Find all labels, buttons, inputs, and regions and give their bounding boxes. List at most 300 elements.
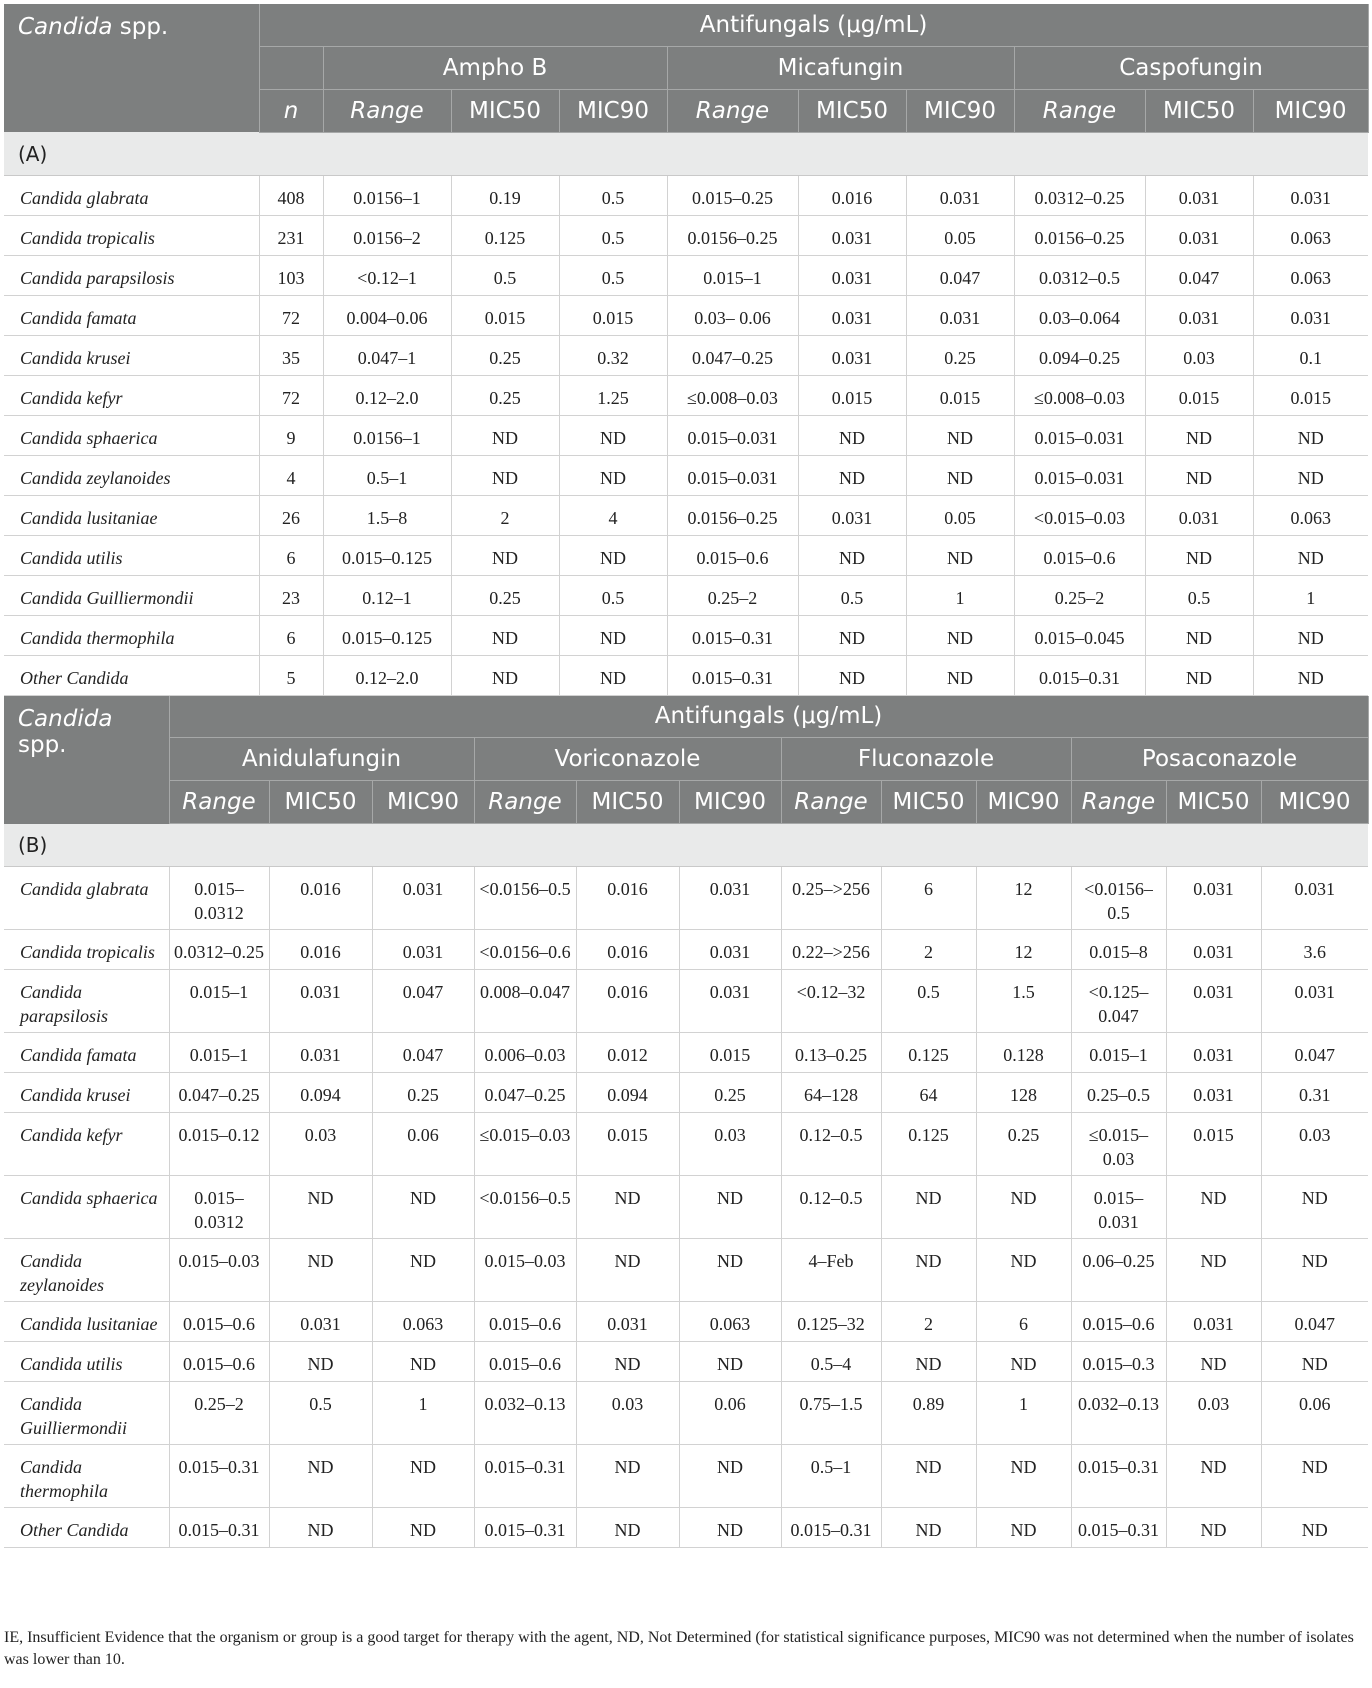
value-cell: ND bbox=[559, 455, 667, 495]
value-cell: 0.016 bbox=[576, 970, 679, 1033]
value-cell: 0.031 bbox=[1166, 867, 1261, 930]
value-cell: 0.015–0.031 bbox=[667, 455, 798, 495]
value-cell: 0.015 bbox=[1145, 375, 1253, 415]
value-cell: 0.05 bbox=[906, 215, 1014, 255]
value-cell: 1 bbox=[906, 575, 1014, 615]
value-cell: 6 bbox=[976, 1302, 1071, 1342]
value-cell: ND bbox=[1145, 415, 1253, 455]
value-cell: 0.5 bbox=[559, 255, 667, 295]
value-cell: 0.19 bbox=[451, 175, 559, 215]
column-header: Range bbox=[169, 781, 269, 824]
value-cell: 0.12–0.5 bbox=[781, 1176, 881, 1239]
value-cell: ND bbox=[798, 535, 906, 575]
section-label-b: (B) bbox=[4, 824, 1368, 867]
value-cell: 408 bbox=[259, 175, 323, 215]
value-cell: <0.0156–0.5 bbox=[1071, 867, 1166, 930]
value-cell: ND bbox=[881, 1342, 976, 1382]
species-cell: Candida tropicalis bbox=[4, 930, 169, 970]
value-cell: 0.016 bbox=[576, 867, 679, 930]
value-cell: 0.22–>256 bbox=[781, 930, 881, 970]
value-cell: 0.015–0.0312 bbox=[169, 1176, 269, 1239]
value-cell: 0.031 bbox=[1253, 175, 1368, 215]
value-cell: ND bbox=[976, 1176, 1071, 1239]
antifungal-table-b bbox=[4, 696, 1369, 1549]
value-cell: 0.015–1 bbox=[169, 1033, 269, 1073]
value-cell: 72 bbox=[259, 295, 323, 335]
value-cell: ND bbox=[1166, 1239, 1261, 1302]
column-header: MIC90 bbox=[976, 781, 1071, 824]
column-header: MIC90 bbox=[906, 89, 1014, 132]
value-cell: 0.03 bbox=[576, 1382, 679, 1445]
value-cell: 0.015–8 bbox=[1071, 930, 1166, 970]
species-cell: Candida utilis bbox=[4, 535, 259, 575]
value-cell: ND bbox=[881, 1508, 976, 1548]
value-cell: ND bbox=[269, 1508, 372, 1548]
value-cell: ND bbox=[576, 1342, 679, 1382]
value-cell: 0.031 bbox=[679, 970, 781, 1033]
species-cell: Candida parapsilosis bbox=[4, 970, 169, 1033]
value-cell: 0.5 bbox=[559, 175, 667, 215]
value-cell: 0.5–1 bbox=[323, 455, 451, 495]
value-cell: 0.015–0.31 bbox=[1014, 655, 1145, 695]
header-antifungals: Antifungals (μg/mL) bbox=[259, 4, 1368, 46]
value-cell: ND bbox=[906, 535, 1014, 575]
value-cell: 0.047–1 bbox=[323, 335, 451, 375]
table-row bbox=[4, 415, 1368, 455]
header-drug-voriconazole: Voriconazole bbox=[474, 738, 781, 781]
species-cell: Candida sphaerica bbox=[4, 415, 259, 455]
value-cell: 0.015–0.125 bbox=[323, 535, 451, 575]
value-cell: 0.125–32 bbox=[781, 1302, 881, 1342]
value-cell: 0.0156–0.25 bbox=[667, 215, 798, 255]
table-row bbox=[4, 1113, 1368, 1176]
table-row bbox=[4, 1302, 1368, 1342]
value-cell: 0.094 bbox=[576, 1073, 679, 1113]
value-cell: 0.015–0.03 bbox=[474, 1239, 576, 1302]
value-cell: 0.031 bbox=[1261, 970, 1368, 1033]
table-row bbox=[4, 655, 1368, 695]
value-cell: 0.008–0.047 bbox=[474, 970, 576, 1033]
value-cell: ND bbox=[798, 455, 906, 495]
value-cell: 6 bbox=[881, 867, 976, 930]
value-cell: 0.031 bbox=[576, 1302, 679, 1342]
value-cell: 0.5–4 bbox=[781, 1342, 881, 1382]
header-drug-micafungin: Micafungin bbox=[667, 46, 1014, 89]
value-cell: 6 bbox=[259, 535, 323, 575]
species-cell: Candida krusei bbox=[4, 1073, 169, 1113]
value-cell: 0.063 bbox=[1253, 255, 1368, 295]
value-cell: 0.031 bbox=[1166, 1302, 1261, 1342]
value-cell: 0.5 bbox=[559, 215, 667, 255]
value-cell: ND bbox=[679, 1176, 781, 1239]
value-cell: 3.6 bbox=[1261, 930, 1368, 970]
value-cell: 0.047 bbox=[1145, 255, 1253, 295]
value-cell: 0.03– 0.06 bbox=[667, 295, 798, 335]
value-cell: 0.0312–0.5 bbox=[1014, 255, 1145, 295]
value-cell: 0.031 bbox=[372, 867, 474, 930]
value-cell: 0.5 bbox=[881, 970, 976, 1033]
column-header: MIC50 bbox=[798, 89, 906, 132]
value-cell: ND bbox=[798, 415, 906, 455]
value-cell: 0.25–2 bbox=[1014, 575, 1145, 615]
value-cell: 0.125 bbox=[451, 215, 559, 255]
value-cell: 0.031 bbox=[269, 1302, 372, 1342]
value-cell: 0.015–0.125 bbox=[323, 615, 451, 655]
value-cell: 0.25–0.5 bbox=[1071, 1073, 1166, 1113]
species-cell: Candida famata bbox=[4, 1033, 169, 1073]
value-cell: 0.015–1 bbox=[169, 970, 269, 1033]
value-cell: 26 bbox=[259, 495, 323, 535]
species-cell: Candida kefyr bbox=[4, 1113, 169, 1176]
value-cell: ND bbox=[1166, 1508, 1261, 1548]
value-cell: 0.032–0.13 bbox=[1071, 1382, 1166, 1445]
value-cell: 0.015–0.31 bbox=[667, 655, 798, 695]
value-cell: ND bbox=[576, 1445, 679, 1508]
value-cell: 0.015 bbox=[451, 295, 559, 335]
value-cell: ND bbox=[679, 1342, 781, 1382]
value-cell: 0.89 bbox=[881, 1382, 976, 1445]
value-cell: 0.06 bbox=[1261, 1382, 1368, 1445]
table-row bbox=[4, 335, 1368, 375]
value-cell: 0.094–0.25 bbox=[1014, 335, 1145, 375]
column-header: MIC90 bbox=[559, 89, 667, 132]
value-cell: 0.015–0.6 bbox=[474, 1302, 576, 1342]
column-header: Range bbox=[323, 89, 451, 132]
column-header: Range bbox=[667, 89, 798, 132]
value-cell: <0.0156–0.6 bbox=[474, 930, 576, 970]
value-cell: ND bbox=[559, 535, 667, 575]
column-header: MIC50 bbox=[881, 781, 976, 824]
value-cell: 0.03 bbox=[1166, 1382, 1261, 1445]
species-cell: Candida parapsilosis bbox=[4, 255, 259, 295]
header-drug-caspofungin: Caspofungin bbox=[1014, 46, 1368, 89]
column-header: MIC50 bbox=[1166, 781, 1261, 824]
value-cell: 0.015–0.031 bbox=[1014, 455, 1145, 495]
value-cell: 0.063 bbox=[1253, 495, 1368, 535]
species-cell: Candida glabrata bbox=[4, 867, 169, 930]
value-cell: ND bbox=[451, 455, 559, 495]
column-header: MIC90 bbox=[1261, 781, 1368, 824]
value-cell: 0.015–0.6 bbox=[169, 1342, 269, 1382]
value-cell: 72 bbox=[259, 375, 323, 415]
column-header: MIC50 bbox=[576, 781, 679, 824]
column-header: Range bbox=[1071, 781, 1166, 824]
table-row bbox=[4, 1073, 1368, 1113]
value-cell: 0.006–0.03 bbox=[474, 1033, 576, 1073]
value-cell: 0.015–0.6 bbox=[474, 1342, 576, 1382]
value-cell: 0.016 bbox=[269, 867, 372, 930]
value-cell: 0.25 bbox=[906, 335, 1014, 375]
value-cell: ND bbox=[1261, 1342, 1368, 1382]
antifungal-table-a bbox=[4, 4, 1369, 696]
value-cell: 2 bbox=[881, 930, 976, 970]
value-cell: 0.5 bbox=[451, 255, 559, 295]
value-cell: 0.031 bbox=[1166, 930, 1261, 970]
value-cell: 0.015–0.6 bbox=[1014, 535, 1145, 575]
value-cell: 0.25–2 bbox=[169, 1382, 269, 1445]
value-cell: 0.32 bbox=[559, 335, 667, 375]
species-cell: Candida thermophila bbox=[4, 615, 259, 655]
value-cell: 0.0156–0.25 bbox=[1014, 215, 1145, 255]
table-row bbox=[4, 455, 1368, 495]
value-cell: 0.047–0.25 bbox=[169, 1073, 269, 1113]
value-cell: ND bbox=[1145, 615, 1253, 655]
table-row bbox=[4, 1382, 1368, 1445]
table-row bbox=[4, 495, 1368, 535]
header-species: Candida spp. bbox=[4, 696, 169, 824]
value-cell: 0.25 bbox=[679, 1073, 781, 1113]
value-cell: ND bbox=[881, 1176, 976, 1239]
value-cell: ≤0.008–0.03 bbox=[667, 375, 798, 415]
value-cell: 4 bbox=[559, 495, 667, 535]
value-cell: 0.015–0.031 bbox=[1071, 1176, 1166, 1239]
value-cell: 0.12–2.0 bbox=[323, 655, 451, 695]
value-cell: 0.25–>256 bbox=[781, 867, 881, 930]
value-cell: 5 bbox=[259, 655, 323, 695]
value-cell: ND bbox=[906, 415, 1014, 455]
value-cell: 4–Feb bbox=[781, 1239, 881, 1302]
value-cell: ND bbox=[1261, 1445, 1368, 1508]
table-row bbox=[4, 970, 1368, 1033]
value-cell: 0.25 bbox=[451, 375, 559, 415]
value-cell: ND bbox=[372, 1342, 474, 1382]
species-cell: Candida Guilliermondii bbox=[4, 575, 259, 615]
value-cell: ND bbox=[1166, 1445, 1261, 1508]
value-cell: 0.031 bbox=[906, 295, 1014, 335]
value-cell: 0.03 bbox=[679, 1113, 781, 1176]
header-drug-anidulafungin: Anidulafungin bbox=[169, 738, 474, 781]
value-cell: 231 bbox=[259, 215, 323, 255]
table-row bbox=[4, 1508, 1368, 1548]
header-species: Candida spp. bbox=[4, 4, 259, 132]
column-header: MIC50 bbox=[269, 781, 372, 824]
table-row bbox=[4, 1342, 1368, 1382]
column-header: Range bbox=[1014, 89, 1145, 132]
value-cell: 0.031 bbox=[798, 215, 906, 255]
table-row bbox=[4, 1033, 1368, 1073]
value-cell: 0.063 bbox=[372, 1302, 474, 1342]
value-cell: 1 bbox=[1253, 575, 1368, 615]
species-cell: Candida zeylanoides bbox=[4, 455, 259, 495]
value-cell: 0.0156–0.25 bbox=[667, 495, 798, 535]
value-cell: <0.0156–0.5 bbox=[474, 867, 576, 930]
value-cell: 0.25 bbox=[451, 335, 559, 375]
value-cell: 0.5 bbox=[1145, 575, 1253, 615]
value-cell: ND bbox=[372, 1176, 474, 1239]
value-cell: 0.015–0.31 bbox=[1071, 1508, 1166, 1548]
header-drug-posaconazole: Posaconazole bbox=[1071, 738, 1368, 781]
value-cell: ND bbox=[906, 455, 1014, 495]
table-row bbox=[4, 615, 1368, 655]
value-cell: ≤0.008–0.03 bbox=[1014, 375, 1145, 415]
value-cell: 0.03 bbox=[1261, 1113, 1368, 1176]
species-cell: Other Candida bbox=[4, 655, 259, 695]
header-blank bbox=[259, 46, 323, 89]
value-cell: ND bbox=[269, 1445, 372, 1508]
value-cell: ND bbox=[1253, 655, 1368, 695]
value-cell: 0.004–0.06 bbox=[323, 295, 451, 335]
value-cell: ND bbox=[1145, 455, 1253, 495]
value-cell: 0.015–0.6 bbox=[667, 535, 798, 575]
value-cell: ND bbox=[1145, 655, 1253, 695]
value-cell: ND bbox=[451, 655, 559, 695]
value-cell: 0.015–0.6 bbox=[169, 1302, 269, 1342]
species-cell: Candida famata bbox=[4, 295, 259, 335]
value-cell: 0.015–1 bbox=[667, 255, 798, 295]
value-cell: 0.25 bbox=[372, 1073, 474, 1113]
value-cell: 1 bbox=[372, 1382, 474, 1445]
value-cell: 0.05 bbox=[906, 495, 1014, 535]
value-cell: 0.063 bbox=[679, 1302, 781, 1342]
column-header: Range bbox=[474, 781, 576, 824]
value-cell: 0.03–0.064 bbox=[1014, 295, 1145, 335]
value-cell: 1.25 bbox=[559, 375, 667, 415]
species-cell: Candida zeylanoides bbox=[4, 1239, 169, 1302]
value-cell: 0.0156–1 bbox=[323, 175, 451, 215]
value-cell: 0.015 bbox=[576, 1113, 679, 1176]
value-cell: ND bbox=[976, 1508, 1071, 1548]
value-cell: ND bbox=[559, 615, 667, 655]
value-cell: ND bbox=[372, 1508, 474, 1548]
value-cell: 2 bbox=[881, 1302, 976, 1342]
value-cell: 0.75–1.5 bbox=[781, 1382, 881, 1445]
value-cell: 0.047 bbox=[372, 1033, 474, 1073]
value-cell: 0.016 bbox=[576, 930, 679, 970]
value-cell: 0.031 bbox=[798, 335, 906, 375]
column-header: MIC50 bbox=[1145, 89, 1253, 132]
table-row bbox=[4, 575, 1368, 615]
species-cell: Candida krusei bbox=[4, 335, 259, 375]
species-cell: Candida Guilliermondii bbox=[4, 1382, 169, 1445]
value-cell: 23 bbox=[259, 575, 323, 615]
value-cell: 0.015–0.3 bbox=[1071, 1342, 1166, 1382]
value-cell: <0.12–1 bbox=[323, 255, 451, 295]
value-cell: 0.015–0.31 bbox=[1071, 1445, 1166, 1508]
value-cell: 0.031 bbox=[1166, 970, 1261, 1033]
value-cell: 0.25–2 bbox=[667, 575, 798, 615]
value-cell: 0.1 bbox=[1253, 335, 1368, 375]
value-cell: 0.015–0.031 bbox=[1014, 415, 1145, 455]
value-cell: ND bbox=[798, 615, 906, 655]
species-cell: Candida kefyr bbox=[4, 375, 259, 415]
value-cell: 0.015–0.031 bbox=[667, 415, 798, 455]
value-cell: ND bbox=[1253, 415, 1368, 455]
value-cell: 0.03 bbox=[269, 1113, 372, 1176]
value-cell: 0.031 bbox=[798, 295, 906, 335]
value-cell: 0.031 bbox=[679, 867, 781, 930]
species-cell: Candida utilis bbox=[4, 1342, 169, 1382]
value-cell: 0.015–0.31 bbox=[474, 1445, 576, 1508]
value-cell: ND bbox=[906, 615, 1014, 655]
value-cell: 1 bbox=[976, 1382, 1071, 1445]
species-cell: Candida glabrata bbox=[4, 175, 259, 215]
value-cell: 0.5 bbox=[559, 575, 667, 615]
table-row bbox=[4, 535, 1368, 575]
value-cell: 0.063 bbox=[1253, 215, 1368, 255]
value-cell: ND bbox=[451, 615, 559, 655]
value-cell: <0.015–0.03 bbox=[1014, 495, 1145, 535]
value-cell: 0.128 bbox=[976, 1033, 1071, 1073]
value-cell: 0.015 bbox=[559, 295, 667, 335]
value-cell: ND bbox=[976, 1342, 1071, 1382]
value-cell: 0.06 bbox=[372, 1113, 474, 1176]
value-cell: ND bbox=[576, 1239, 679, 1302]
value-cell: ND bbox=[1145, 535, 1253, 575]
value-cell: 0.015–0.31 bbox=[474, 1508, 576, 1548]
value-cell: 0.5–1 bbox=[781, 1445, 881, 1508]
value-cell: 12 bbox=[976, 930, 1071, 970]
value-cell: ND bbox=[1253, 535, 1368, 575]
value-cell: 0.015–0.6 bbox=[1071, 1302, 1166, 1342]
value-cell: 0.012 bbox=[576, 1033, 679, 1073]
value-cell: 103 bbox=[259, 255, 323, 295]
value-cell: 0.015 bbox=[1166, 1113, 1261, 1176]
value-cell: 0.094 bbox=[269, 1073, 372, 1113]
value-cell: 0.5 bbox=[269, 1382, 372, 1445]
value-cell: 0.0312–0.25 bbox=[169, 930, 269, 970]
value-cell: ND bbox=[906, 655, 1014, 695]
table-row bbox=[4, 1176, 1368, 1239]
value-cell: ND bbox=[372, 1239, 474, 1302]
table-row bbox=[4, 930, 1368, 970]
value-cell: 0.12–2.0 bbox=[323, 375, 451, 415]
value-cell: <0.12–32 bbox=[781, 970, 881, 1033]
value-cell: ND bbox=[1261, 1508, 1368, 1548]
table-row bbox=[4, 175, 1368, 215]
value-cell: 128 bbox=[976, 1073, 1071, 1113]
value-cell: 1.5 bbox=[976, 970, 1071, 1033]
value-cell: 0.31 bbox=[1261, 1073, 1368, 1113]
value-cell: 64 bbox=[881, 1073, 976, 1113]
value-cell: 0.015 bbox=[798, 375, 906, 415]
value-cell: 0.015–0.03 bbox=[169, 1239, 269, 1302]
species-cell: Candida tropicalis bbox=[4, 215, 259, 255]
value-cell: ND bbox=[881, 1445, 976, 1508]
value-cell: <0.125–0.047 bbox=[1071, 970, 1166, 1033]
value-cell: ND bbox=[798, 655, 906, 695]
value-cell: 0.015 bbox=[1253, 375, 1368, 415]
value-cell: 6 bbox=[259, 615, 323, 655]
value-cell: 0.03 bbox=[1145, 335, 1253, 375]
value-cell: 1.5–8 bbox=[323, 495, 451, 535]
value-cell: 0.031 bbox=[798, 495, 906, 535]
header-antifungals: Antifungals (μg/mL) bbox=[169, 696, 1368, 738]
value-cell: ND bbox=[679, 1239, 781, 1302]
value-cell: 0.015 bbox=[906, 375, 1014, 415]
value-cell: 0.031 bbox=[1145, 495, 1253, 535]
value-cell: 0.015–0.0312 bbox=[169, 867, 269, 930]
table-row bbox=[4, 255, 1368, 295]
value-cell: 0.031 bbox=[1253, 295, 1368, 335]
column-header: n bbox=[259, 89, 323, 132]
value-cell: 0.031 bbox=[679, 930, 781, 970]
value-cell: ND bbox=[679, 1445, 781, 1508]
value-cell: 0.12–0.5 bbox=[781, 1113, 881, 1176]
value-cell: 2 bbox=[451, 495, 559, 535]
value-cell: ≤0.015–0.03 bbox=[1071, 1113, 1166, 1176]
value-cell: 0.016 bbox=[798, 175, 906, 215]
value-cell: 0.047 bbox=[1261, 1033, 1368, 1073]
value-cell: 0.015–0.25 bbox=[667, 175, 798, 215]
value-cell: 4 bbox=[259, 455, 323, 495]
value-cell: 0.031 bbox=[372, 930, 474, 970]
species-cell: Candida sphaerica bbox=[4, 1176, 169, 1239]
value-cell: ND bbox=[451, 535, 559, 575]
column-header: MIC90 bbox=[372, 781, 474, 824]
value-cell: 0.032–0.13 bbox=[474, 1382, 576, 1445]
value-cell: ND bbox=[679, 1508, 781, 1548]
value-cell: 0.031 bbox=[1166, 1033, 1261, 1073]
